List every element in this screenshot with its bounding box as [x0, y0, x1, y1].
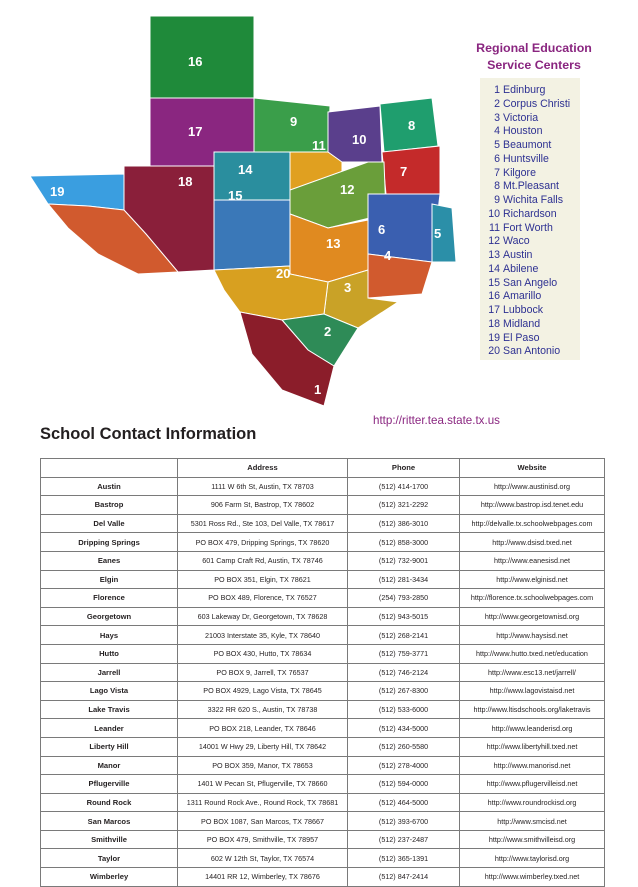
phone-cell: (512) 260-5580 [348, 737, 460, 756]
website-cell[interactable]: http://www.dsisd.txed.net [460, 533, 605, 552]
region-label-9: 9 [290, 114, 298, 129]
website-cell[interactable]: http://www.georgetownisd.org [460, 607, 605, 626]
phone-cell: (512) 746-2124 [348, 663, 460, 682]
phone-cell: (512) 533-6000 [348, 700, 460, 719]
legend-item-number: 4 [494, 125, 500, 138]
district-cell: Lake Travis [41, 700, 178, 719]
phone-cell: (254) 793-2850 [348, 589, 460, 608]
website-cell[interactable]: http://www.smithvilleisd.org [460, 830, 605, 849]
region-label-3: 3 [344, 280, 352, 295]
legend-item-name: El Paso [503, 331, 540, 344]
district-cell: Liberty Hill [41, 737, 178, 756]
legend-item-name: Wichita Falls [503, 194, 564, 206]
phone-cell: (512) 759-3771 [348, 644, 460, 663]
table-row [41, 589, 605, 608]
table-row [41, 496, 605, 515]
legend-item-number: 2 [494, 97, 500, 110]
texas-region-map [28, 14, 478, 414]
legend-item-name: Corpus Christi [503, 97, 571, 110]
phone-cell: (512) 281-3434 [348, 570, 460, 589]
legend-item-name: Mt.Pleasant [503, 180, 559, 193]
region-label-12: 12 [340, 182, 355, 197]
legend-item [486, 98, 570, 112]
legend-item-name: Abilene [503, 262, 539, 275]
district-cell: Eanes [41, 551, 178, 570]
table-row [41, 830, 605, 849]
legend-item-number: 6 [494, 152, 500, 165]
map-area [0, 0, 638, 420]
legend-item [486, 153, 570, 167]
table-row [41, 663, 605, 682]
district-cell: Leander [41, 719, 178, 738]
district-cell: Taylor [41, 849, 178, 868]
address-cell: PO BOX 9, Jarrell, TX 76537 [178, 663, 348, 682]
legend-item-number: 19 [488, 331, 500, 344]
address-cell: 3322 RR 620 S., Austin, TX 78738 [178, 700, 348, 719]
website-cell[interactable]: http://www.hutto.txed.net/education [460, 644, 605, 663]
table-row [41, 849, 605, 868]
legend-item-name: San Angelo [503, 276, 558, 289]
table-row [41, 737, 605, 756]
address-cell: PO BOX 351, Elgin, TX 78621 [178, 570, 348, 589]
legend-item-name: Waco [503, 235, 530, 248]
address-cell: PO BOX 359, Manor, TX 78653 [178, 756, 348, 775]
legend-item-number: 5 [494, 139, 500, 151]
legend-item [486, 332, 570, 346]
website-cell[interactable]: http://www.taylorisd.org [460, 849, 605, 868]
legend-item-name: Houston [503, 125, 543, 138]
address-cell: PO BOX 479, Dripping Springs, TX 78620 [178, 533, 348, 552]
region-label-14: 14 [238, 162, 253, 177]
address-cell: 906 Farm St, Bastrop, TX 78602 [178, 496, 348, 515]
legend-item-number: 20 [488, 345, 500, 358]
phone-cell: (512) 434-5000 [348, 719, 460, 738]
legend-item-name: Edinburg [503, 84, 546, 96]
region-label-10: 10 [352, 132, 367, 147]
table-row [41, 626, 605, 645]
legend-item-name: Austin [503, 249, 533, 261]
legend-item [486, 112, 570, 126]
address-cell: PO BOX 489, Florence, TX 76527 [178, 589, 348, 608]
table-row [41, 644, 605, 663]
legend-item [486, 304, 570, 318]
district-cell: Pflugerville [41, 775, 178, 794]
region-label-6: 6 [378, 222, 386, 237]
legend-item-name: Richardson [503, 207, 557, 220]
table-row [41, 812, 605, 831]
legend-item [486, 290, 570, 304]
address-cell: 1401 W Pecan St, Pflugerville, TX 78660 [178, 775, 348, 794]
region-label-5: 5 [434, 226, 442, 241]
phone-cell: (512) 847-2414 [348, 868, 460, 887]
table-body [41, 477, 605, 886]
legend-item [486, 208, 570, 222]
address-cell: 21003 Interstate 35, Kyle, TX 78640 [178, 626, 348, 645]
legend-item-name: Huntsville [503, 152, 549, 165]
district-cell: Florence [41, 589, 178, 608]
legend-item-name: Beaumont [503, 139, 552, 151]
legend-item-number: 1 [494, 84, 500, 96]
legend-item [486, 263, 570, 277]
table-row [41, 551, 605, 570]
website-cell[interactable]: http://florence.tx.schoolwebpages.com [460, 589, 605, 608]
phone-cell: (512) 237-2487 [348, 830, 460, 849]
table-row [41, 607, 605, 626]
address-cell: 603 Lakeway Dr, Georgetown, TX 78628 [178, 607, 348, 626]
region-4-shape [368, 254, 432, 298]
address-cell: PO BOX 479, Smithville, TX 78957 [178, 830, 348, 849]
district-cell: Elgin [41, 570, 178, 589]
phone-cell: (512) 858-3000 [348, 533, 460, 552]
phone-cell: (512) 414-1700 [348, 477, 460, 496]
website-cell[interactable]: http://www.eanesisd.net [460, 551, 605, 570]
district-cell: Hays [41, 626, 178, 645]
table-row [41, 719, 605, 738]
table-row [41, 793, 605, 812]
district-cell: Round Rock [41, 793, 178, 812]
legend-item [486, 222, 570, 236]
table-row [41, 682, 605, 701]
legend-item-number: 17 [488, 304, 500, 316]
region-7-shape [382, 146, 440, 194]
table-row [41, 514, 605, 533]
district-cell: Georgetown [41, 607, 178, 626]
table-header-row [41, 459, 605, 478]
region-label-17: 17 [188, 124, 203, 139]
legend-item-number: 10 [488, 207, 500, 220]
website-cell[interactable]: http://www.wimberley.txed.net [460, 868, 605, 887]
district-cell: Hutto [41, 644, 178, 663]
address-cell: PO BOX 4929, Lago Vista, TX 78645 [178, 682, 348, 701]
legend-item-number: 15 [488, 276, 500, 289]
legend-item-name: Fort Worth [503, 221, 553, 234]
table-row [41, 533, 605, 552]
district-cell: Austin [41, 477, 178, 496]
phone-cell: (512) 732-9001 [348, 551, 460, 570]
website-cell[interactable]: http://delvalle.tx.schoolwebpages.com [460, 514, 605, 533]
table-row [41, 775, 605, 794]
website-cell[interactable]: http://www.pflugervilleisd.net [460, 775, 605, 794]
legend-item-number: 11 [489, 221, 500, 234]
website-cell[interactable]: http://www.elginisd.net [460, 570, 605, 589]
district-cell: Jarrell [41, 663, 178, 682]
website-cell[interactable]: http://www.esc13.net/jarrell/ [460, 663, 605, 682]
legend-title-line-2: Service Centers [487, 58, 581, 72]
phone-cell: (512) 386-3010 [348, 514, 460, 533]
source-link[interactable]: http://ritter.tea.state.tx.us [373, 414, 500, 427]
table-row [41, 570, 605, 589]
legend-item-number: 18 [488, 317, 500, 330]
legend-item [486, 235, 570, 249]
legend-item [486, 194, 570, 208]
header-phone: Phone [348, 459, 460, 478]
address-cell: 5301 Ross Rd., Ste 103, Del Valle, TX 78617 [178, 514, 348, 533]
region-label-8: 8 [408, 118, 416, 133]
region-label-2: 2 [324, 324, 332, 339]
phone-cell: (512) 464-5000 [348, 793, 460, 812]
legend-item-name: Kilgore [503, 166, 536, 179]
website-cell[interactable]: http://www.bastrop.isd.tenet.edu [460, 496, 605, 515]
header-district [41, 459, 178, 478]
region-label-20: 20 [276, 266, 291, 281]
legend-item [486, 125, 570, 139]
phone-cell: (512) 594-0000 [348, 775, 460, 794]
header-website: Website [460, 459, 605, 478]
legend-title-line-1: Regional Education [476, 41, 592, 55]
table-row [41, 477, 605, 496]
address-cell: 1111 W 6th St, Austin, TX 78703 [178, 477, 348, 496]
legend-item [486, 277, 570, 291]
legend-item [486, 318, 570, 332]
address-cell: 14401 RR 12, Wimberley, TX 78676 [178, 868, 348, 887]
website-cell[interactable]: http://www.lagovistaisd.net [460, 682, 605, 701]
address-cell: 14001 W Hwy 29, Liberty Hill, TX 78642 [178, 737, 348, 756]
address-cell: 1311 Round Rock Ave., Round Rock, TX 78681 [178, 793, 348, 812]
legend-item-name: San Antonio [503, 345, 561, 358]
region-label-16: 16 [188, 54, 203, 69]
district-cell: Del Valle [41, 514, 178, 533]
phone-cell: (512) 321-2292 [348, 496, 460, 515]
website-cell[interactable]: http://www.smcisd.net [460, 812, 605, 831]
legend-list [486, 84, 570, 359]
legend-item [486, 180, 570, 194]
phone-cell: (512) 278-4000 [348, 756, 460, 775]
header-address: Address [178, 459, 348, 478]
legend-item-number: 12 [488, 235, 500, 248]
website-cell[interactable]: http://www.haysisd.net [460, 626, 605, 645]
address-cell: PO BOX 218, Leander, TX 78646 [178, 719, 348, 738]
address-cell: 602 W 12th St, Taylor, TX 76574 [178, 849, 348, 868]
region-label-11: 11 [312, 138, 326, 153]
address-cell: PO BOX 430, Hutto, TX 78634 [178, 644, 348, 663]
legend-item [486, 167, 570, 181]
district-cell: San Marcos [41, 812, 178, 831]
legend-item [486, 84, 570, 98]
district-cell: Manor [41, 756, 178, 775]
school-contact-table [40, 458, 605, 887]
website-cell[interactable]: http://www.ltisdschools.org/laketravis [460, 700, 605, 719]
legend-item [486, 249, 570, 263]
website-cell[interactable]: http://www.leanderisd.org [460, 719, 605, 738]
phone-cell: (512) 393-6700 [348, 812, 460, 831]
region-label-4: 4 [384, 248, 392, 263]
region-label-18: 18 [178, 174, 193, 189]
legend-item-number: 16 [488, 290, 500, 303]
address-cell: PO BOX 1087, San Marcos, TX 78667 [178, 812, 348, 831]
legend-item-number: 13 [488, 249, 500, 261]
district-cell: Wimberley [41, 868, 178, 887]
legend-item-number: 9 [494, 194, 500, 206]
phone-cell: (512) 943-5015 [348, 607, 460, 626]
legend-item-name: Victoria [503, 111, 539, 124]
legend-item-name: Amarillo [503, 290, 542, 303]
district-cell: Dripping Springs [41, 533, 178, 552]
legend-item-name: Midland [503, 317, 541, 330]
district-cell: Bastrop [41, 496, 178, 515]
table-row [41, 868, 605, 887]
table-row [41, 756, 605, 775]
legend-item [486, 345, 570, 359]
phone-cell: (512) 365-1391 [348, 849, 460, 868]
legend-item-number: 7 [494, 166, 500, 179]
website-cell[interactable]: http://www.manorisd.net [460, 756, 605, 775]
phone-cell: (512) 267-8300 [348, 682, 460, 701]
region-label-7: 7 [400, 164, 408, 179]
region-label-13: 13 [326, 236, 341, 251]
region-19-shape [30, 174, 124, 210]
legend-item-name: Lubbock [503, 304, 544, 316]
legend-item-number: 14 [488, 262, 500, 275]
region-label-1: 1 [314, 382, 322, 397]
website-cell[interactable]: http://www.roundrockisd.org [460, 793, 605, 812]
legend-item-number: 8 [494, 180, 500, 193]
website-cell[interactable]: http://www.austinisd.org [460, 477, 605, 496]
region-label-15: 15 [228, 188, 243, 203]
section-title: School Contact Information [40, 425, 257, 443]
district-cell: Lago Vista [41, 682, 178, 701]
legend-title [458, 40, 610, 74]
phone-cell: (512) 268-2141 [348, 626, 460, 645]
district-cell: Smithville [41, 830, 178, 849]
legend-item [486, 139, 570, 153]
table-row [41, 700, 605, 719]
website-cell[interactable]: http://www.libertyhill.txed.net [460, 737, 605, 756]
address-cell: 601 Camp Craft Rd, Austin, TX 78746 [178, 551, 348, 570]
region-label-19: 19 [50, 184, 65, 199]
legend-item-number: 3 [494, 111, 500, 124]
